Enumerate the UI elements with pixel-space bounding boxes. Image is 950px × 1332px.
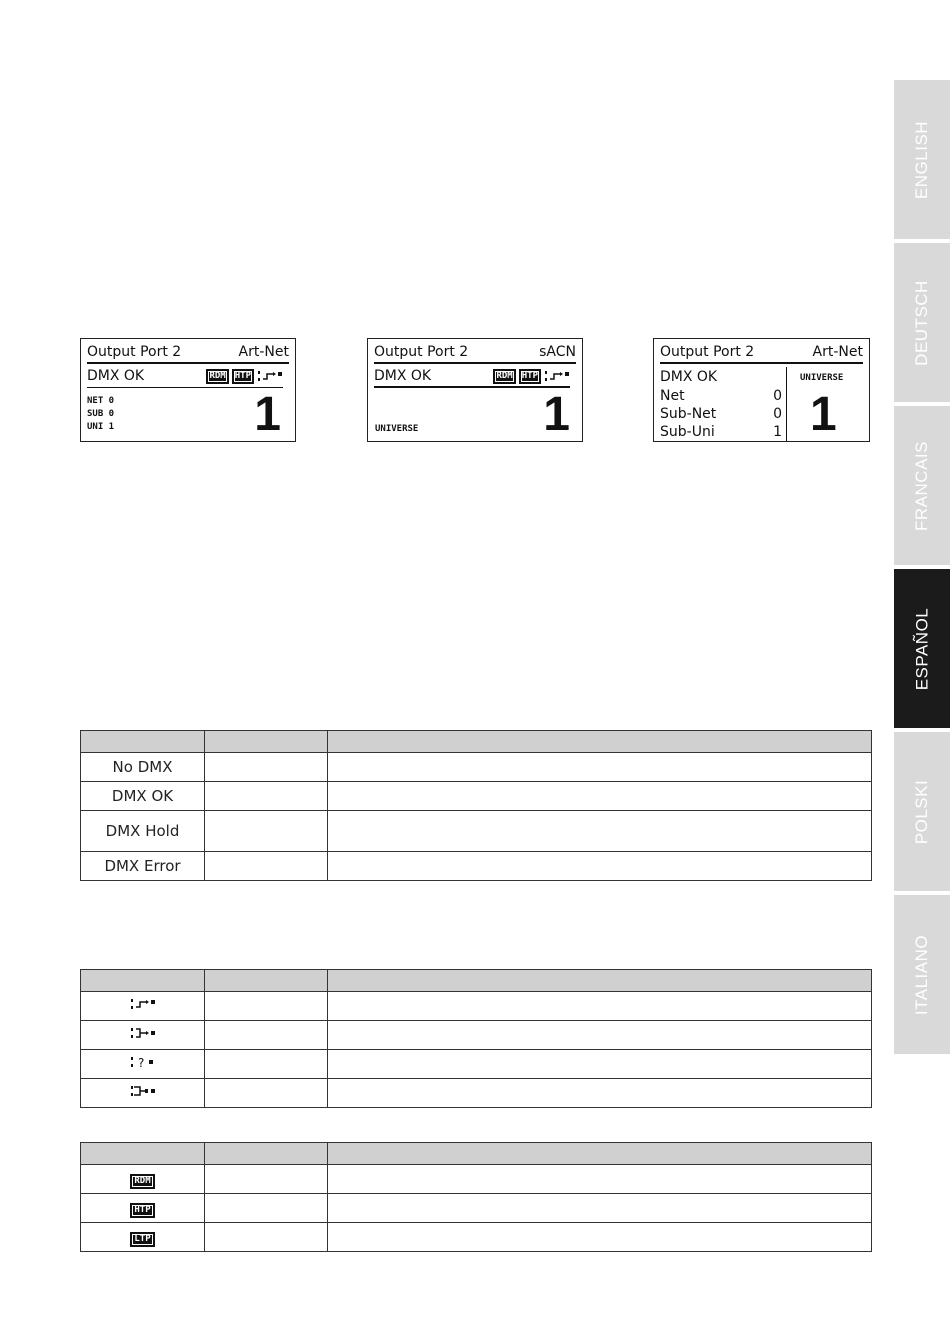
badge-group <box>493 369 570 384</box>
table-row <box>81 852 872 881</box>
dmx-status: DMX OK <box>660 369 718 385</box>
subnet-label: Sub-Net <box>660 406 717 422</box>
protocol-name: sACN <box>539 344 576 360</box>
rdm-badge: RDM <box>493 369 515 384</box>
status-cell: DMX OK <box>81 782 205 811</box>
merge-mode-table <box>80 1142 872 1252</box>
table-row <box>81 811 872 852</box>
lcd-screen-artnet-detailed <box>653 338 870 442</box>
table-header <box>81 731 872 753</box>
subnet-value: 0 <box>773 406 782 422</box>
port-name: Output Port 2 <box>87 344 182 360</box>
table-row <box>81 1079 872 1108</box>
lcd-header <box>374 342 576 364</box>
subnet-row <box>660 405 782 423</box>
ltp-badge: LTP <box>130 1232 154 1247</box>
net-value: 0 <box>773 388 782 404</box>
svg-text:?: ? <box>137 1056 144 1069</box>
badge-cell <box>81 1223 205 1252</box>
connection-icon-table <box>80 969 872 1108</box>
merge-icon <box>130 1084 156 1098</box>
table-row <box>81 1165 872 1194</box>
universe-label: UNIVERSE <box>375 424 419 434</box>
rdm-badge: RDM <box>206 369 228 384</box>
icon-cell <box>81 1050 205 1079</box>
universe-number: 1 <box>810 388 837 441</box>
tab-label: FRANCAIS <box>912 440 931 531</box>
tab-italiano[interactable] <box>894 895 950 1054</box>
table-row <box>81 1021 872 1050</box>
dmx-status: DMX OK <box>87 368 145 384</box>
sub-value: SUB 0 <box>87 409 115 419</box>
badge-cell <box>81 1194 205 1223</box>
table-row <box>81 1050 872 1079</box>
address-list <box>660 367 782 441</box>
badge-cell <box>81 1165 205 1194</box>
tab-label: DEUTSCH <box>912 279 932 366</box>
htp-badge: HTP <box>519 369 541 384</box>
tab-label: ESPAÑOL <box>912 607 931 690</box>
protocol-name: Art-Net <box>812 344 863 360</box>
net-value: NET 0 <box>87 396 115 406</box>
table-row <box>81 782 872 811</box>
table-row <box>81 992 872 1021</box>
tab-label: ENGLISH <box>912 120 932 199</box>
lcd-status-row <box>87 366 283 386</box>
lcd-header <box>87 342 289 364</box>
table-row <box>81 1223 872 1252</box>
net-row <box>660 387 782 405</box>
connected-arrow-icon <box>544 369 570 383</box>
dmx-status-table <box>80 730 872 881</box>
table-header <box>81 970 872 992</box>
status-cell: DMX Hold <box>81 811 205 852</box>
icon-cell <box>81 1079 205 1108</box>
subuni-label: Sub-Uni <box>660 424 715 440</box>
subuni-row <box>660 423 782 441</box>
rdm-badge: RDM <box>130 1174 154 1189</box>
tab-label: ITALIANO <box>912 934 932 1015</box>
lcd-screen-sacn <box>367 338 583 442</box>
tab-english[interactable] <box>894 80 950 239</box>
universe-number: 1 <box>254 388 281 441</box>
subuni-value: 1 <box>773 424 782 440</box>
icon-cell <box>81 1021 205 1050</box>
port-name: Output Port 2 <box>660 344 755 360</box>
tab-francais[interactable] <box>894 406 950 565</box>
bracket-arrow-icon <box>130 1026 156 1040</box>
lcd-status-row <box>374 366 570 388</box>
net-label: Net <box>660 388 685 404</box>
tab-polski[interactable] <box>894 732 950 891</box>
dmx-status: DMX OK <box>374 368 432 384</box>
question-icon <box>130 1055 156 1069</box>
port-name: Output Port 2 <box>374 344 469 360</box>
connected-arrow-icon <box>257 369 283 383</box>
tab-espanol[interactable] <box>894 569 950 728</box>
status-cell: No DMX <box>81 753 205 782</box>
icon-cell <box>81 992 205 1021</box>
htp-badge: HTP <box>130 1203 154 1218</box>
language-tabs <box>894 80 950 1058</box>
vertical-divider <box>786 367 787 441</box>
connected-arrow-icon <box>130 997 156 1011</box>
table-row <box>81 1194 872 1223</box>
uni-value: UNI 1 <box>87 422 115 432</box>
protocol-name: Art-Net <box>238 344 289 360</box>
address-info <box>87 395 114 434</box>
table-header <box>81 1143 872 1165</box>
tab-label: POLSKI <box>912 779 932 844</box>
status-cell: DMX Error <box>81 852 205 881</box>
htp-badge: HTP <box>232 369 254 384</box>
lcd-screen-artnet-compact <box>80 338 296 442</box>
universe-label: UNIVERSE <box>800 373 844 383</box>
tab-deutsch[interactable] <box>894 243 950 402</box>
table-row <box>81 753 872 782</box>
badge-group <box>206 369 283 384</box>
universe-number: 1 <box>543 388 570 441</box>
lcd-header <box>660 342 863 364</box>
